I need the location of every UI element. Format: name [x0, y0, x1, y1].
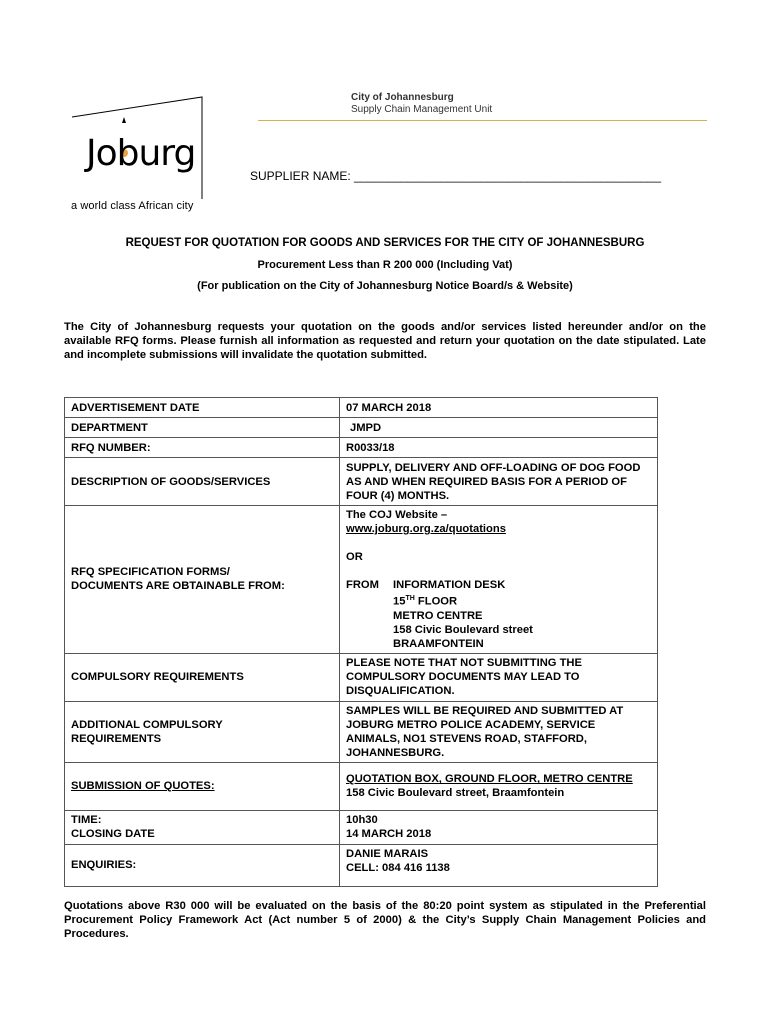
value-time-closing — [340, 810, 658, 844]
table-row — [65, 653, 658, 701]
spec-address-line-1 — [346, 578, 651, 592]
closing-date-label: CLOSING DATE — [71, 828, 155, 841]
value-enquiries — [340, 844, 658, 886]
floor-word: FLOOR — [414, 595, 458, 608]
floor-suffix: TH — [405, 595, 415, 602]
enquiries-contact: DANIE MARAIS — [346, 847, 429, 860]
table-row — [65, 762, 658, 810]
spec-address-street: 158 Civic Boulevard street — [393, 623, 533, 636]
spec-address-floor — [346, 592, 651, 609]
submission-label-text: SUBMISSION OF QUOTES: — [71, 780, 215, 793]
additional-label-line-1: ADDITIONAL COMPULSORY — [71, 718, 223, 731]
spec-label-line-2: DOCUMENTS ARE OBTAINABLE FROM: — [71, 580, 285, 593]
label-rfq-number: RFQ NUMBER: — [65, 438, 340, 458]
label-enquiries: ENQUIRIES: — [65, 844, 340, 886]
spec-website-label: The COJ Website – — [346, 509, 448, 521]
table-row — [65, 458, 658, 506]
label-spec-forms — [65, 506, 340, 654]
label-additional — [65, 701, 340, 762]
table-row — [65, 844, 658, 886]
additional-label-line-2: REQUIREMENTS — [71, 732, 162, 745]
closing-date-value: 14 MARCH 2018 — [346, 828, 432, 841]
unit-name: Supply Chain Management Unit — [351, 104, 493, 115]
header-rule — [258, 120, 707, 121]
supplier-name-field[interactable]: SUPPLIER NAME: ______________________________________________ — [250, 169, 662, 183]
procurement-subtitle: Procurement Less than R 200 000 (Including Vat) — [257, 259, 513, 271]
value-advertisement-date: 07 MARCH 2018 — [340, 398, 658, 418]
spec-address-desk: INFORMATION DESK — [393, 579, 506, 591]
value-compulsory: PLEASE NOTE THAT NOT SUBMITTING THE COMPULSORY DOCUMENTS MAY LEAD TO DISQUALIFICATION. — [340, 653, 658, 701]
value-rfq-number: R0033/18 — [340, 438, 658, 458]
label-submission — [65, 762, 340, 810]
spec-from: FROM — [346, 579, 379, 591]
time-value: 10h30 — [346, 814, 378, 827]
value-additional: SAMPLES WILL BE REQUIRED AND SUBMITTED AT JOBURG METRO POLICE ACADEMY, SERVICE ANIMALS, NO1 STEVENS ROAD, STAFFORD, JOHANNESBURG. — [340, 701, 658, 762]
spec-website-link[interactable]: www.joburg.org.za/quotations — [346, 523, 506, 535]
logo-tagline: a world class African city — [71, 200, 194, 212]
table-row — [65, 506, 658, 654]
table-row — [65, 418, 658, 438]
spec-address-suburb: BRAAMFONTEIN — [393, 637, 484, 650]
evaluation-note: Quotations above R30 000 will be evaluated on the basis of the 80:20 point system as stipulated in the Preferential Procurement Policy Framework Act (Act number 5 of 2000) & the City’s Supply Chain Management Policies and Procedures. — [64, 900, 706, 940]
table-row — [65, 438, 658, 458]
value-submission — [340, 762, 658, 810]
publication-note: (For publication on the City of Johannesburg Notice Board/s & Website) — [197, 280, 573, 292]
submission-box: QUOTATION BOX, GROUND FLOOR, METRO CENTRE — [346, 773, 633, 786]
department-text: JMPD — [350, 421, 382, 434]
spec-or: OR — [346, 551, 363, 563]
org-name: City of Johannesburg — [351, 92, 454, 103]
submission-address: 158 Civic Boulevard street, Braamfontein — [346, 787, 565, 800]
table-row — [65, 398, 658, 418]
table-row — [65, 701, 658, 762]
value-description: SUPPLY, DELIVERY AND OFF-LOADING OF DOG FOOD AS AND WHEN REQUIRED BASIS FOR A PERIOD OF FOUR (4) MONTHS. — [340, 458, 658, 506]
label-compulsory: COMPULSORY REQUIREMENTS — [65, 653, 340, 701]
enquiries-cell: CELL: 084 416 1138 — [346, 861, 450, 874]
label-department: DEPARTMENT — [65, 418, 340, 438]
floor-number: 15 — [393, 595, 406, 608]
table-row — [65, 810, 658, 844]
logo-wordmark: Joburg — [86, 133, 196, 174]
label-time-closing — [65, 810, 340, 844]
label-description: DESCRIPTION OF GOODS/SERVICES — [65, 458, 340, 506]
rfq-details-table — [64, 397, 658, 887]
spec-label-line-1: RFQ SPECIFICATION FORMS/ — [71, 566, 230, 579]
value-spec-forms — [340, 506, 658, 654]
document-title: REQUEST FOR QUOTATION FOR GOODS AND SERVICES FOR THE CITY OF JOHANNESBURG — [125, 237, 645, 249]
label-advertisement-date: ADVERTISEMENT DATE — [65, 398, 340, 418]
spec-address-building: METRO CENTRE — [393, 609, 483, 622]
time-label: TIME: — [71, 814, 102, 827]
value-department — [340, 418, 658, 438]
joburg-logo — [70, 95, 202, 200]
intro-paragraph: The City of Johannesburg requests your quotation on the goods and/or services listed hereunder and/or on the available RFQ forms. Please furnish all information as requested and return your quotation on the date stipulated. Late and incomplete submissions will invalidate the quotation submitted. — [64, 321, 706, 361]
